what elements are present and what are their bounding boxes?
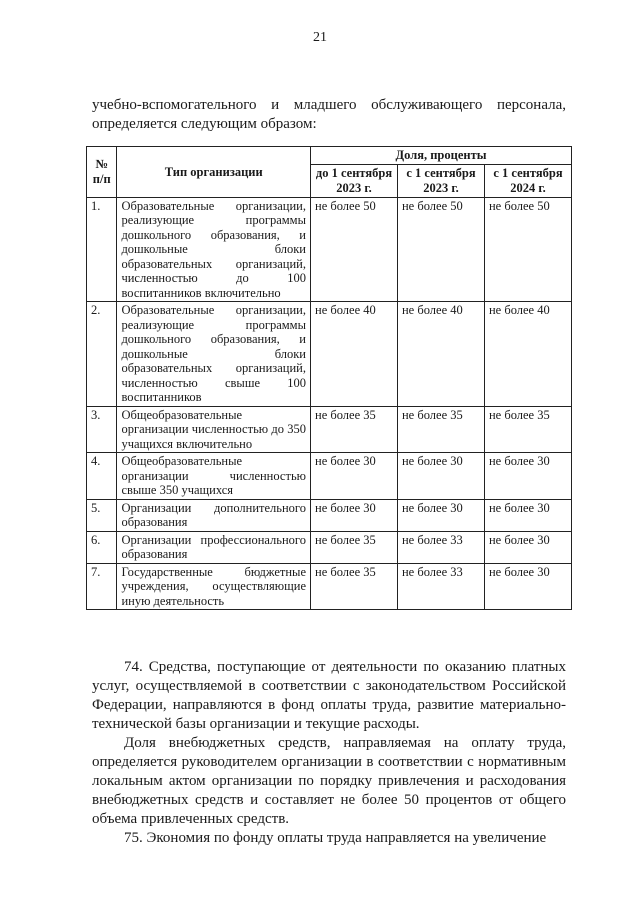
row-value-3: не более 30 <box>484 531 571 563</box>
row-value-3: не более 30 <box>484 453 571 500</box>
header-period-3: с 1 сентября 2024 г. <box>484 164 571 197</box>
row-num: 4. <box>87 453 117 500</box>
header-num: № п/п <box>87 147 117 198</box>
row-value-2: не более 33 <box>397 531 484 563</box>
table-row <box>87 406 572 453</box>
row-value-1: не более 30 <box>311 499 398 531</box>
paragraph-74: 74. Средства, поступающие от деятельности по оказанию платных услуг, осуществляемой в соответствии с законодательством Российской Федерации, направляются в фонд оплаты труда, развитие материально-технической базы организации и текущие расходы. <box>92 659 566 732</box>
intro-text: учебно-вспомогательного и младшего обслуживающего персонала, определяется следующим образом: <box>92 97 566 132</box>
table-row <box>87 197 572 302</box>
row-value-3: не более 30 <box>484 499 571 531</box>
row-value-3: не более 35 <box>484 406 571 453</box>
row-value-2: не более 40 <box>397 302 484 407</box>
row-value-2: не более 30 <box>397 453 484 500</box>
row-value-3: не более 40 <box>484 302 571 407</box>
header-period-1: до 1 сентября 2023 г. <box>311 164 398 197</box>
header-period-2: с 1 сентября 2023 г. <box>397 164 484 197</box>
row-type: Государственные бюджетные учреждения, осуществляющие иную деятельность <box>117 563 311 610</box>
row-type: Образовательные организации, реализующие программы дошкольного образования, и дошкольные блоки образовательных организаций, численностью до 100 воспитанников включительно <box>117 197 311 302</box>
row-value-1: не более 35 <box>311 563 398 610</box>
row-value-3: не более 50 <box>484 197 571 302</box>
table-row <box>87 453 572 500</box>
row-num: 3. <box>87 406 117 453</box>
row-type: Общеобразовательные организации численностью свыше 350 учащихся <box>117 453 311 500</box>
page-number: 21 <box>313 30 327 45</box>
row-num: 7. <box>87 563 117 610</box>
table-header-row <box>87 147 572 165</box>
row-value-1: не более 30 <box>311 453 398 500</box>
row-type: Организации дополнительного образования <box>117 499 311 531</box>
row-value-2: не более 30 <box>397 499 484 531</box>
row-value-1: не более 35 <box>311 531 398 563</box>
row-value-2: не более 50 <box>397 197 484 302</box>
table-row <box>87 499 572 531</box>
row-type: Организации профессионального образования <box>117 531 311 563</box>
row-type: Общеобразовательные организации численностью до 350 учащихся включительно <box>117 406 311 453</box>
row-num: 1. <box>87 197 117 302</box>
row-num: 2. <box>87 302 117 407</box>
row-num: 6. <box>87 531 117 563</box>
table-row <box>87 302 572 407</box>
row-value-2: не более 33 <box>397 563 484 610</box>
row-value-1: не более 50 <box>311 197 398 302</box>
paragraph-75: 75. Экономия по фонду оплаты труда направляется на увеличение <box>124 830 547 846</box>
body-paragraphs <box>92 658 566 848</box>
table-row <box>87 563 572 610</box>
header-share: Доля, проценты <box>311 147 572 165</box>
header-type: Тип организации <box>117 147 311 198</box>
row-type: Образовательные организации, реализующие программы дошкольного образования, и дошкольные блоки образовательных организаций, численностью свыше 100 воспитанников <box>117 302 311 407</box>
paragraph-extrabudget-share: Доля внебюджетных средств, направляемая на оплату труда, определяется руководителем организации в соответствии с нормативным локальным актом организации по порядку привлечения и расходования внебюджетных средств и составляет не более 50 процентов от общего объема привлеченных средств. <box>92 735 566 827</box>
share-table <box>86 146 572 610</box>
row-value-3: не более 30 <box>484 563 571 610</box>
row-num: 5. <box>87 499 117 531</box>
table-row <box>87 531 572 563</box>
row-value-1: не более 40 <box>311 302 398 407</box>
row-value-1: не более 35 <box>311 406 398 453</box>
row-value-2: не более 35 <box>397 406 484 453</box>
